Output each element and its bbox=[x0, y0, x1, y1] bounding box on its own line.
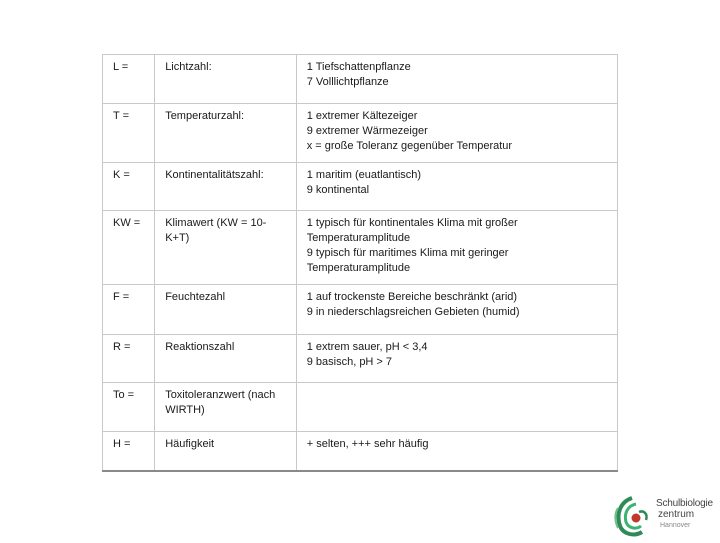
description-line: 1 extremer Kältezeiger bbox=[306, 110, 418, 122]
symbol-cell: H = bbox=[103, 432, 155, 471]
leaf-swirl-icon bbox=[612, 494, 654, 538]
symbol-cell: K = bbox=[103, 163, 155, 211]
table-row bbox=[103, 104, 618, 163]
table-row bbox=[103, 211, 618, 285]
schulbiologiezentrum-logo bbox=[612, 494, 720, 540]
description-line: 9 typisch für maritimes Klima mit geringer Temperaturamplitude bbox=[306, 247, 509, 274]
description-line: 9 kontinental bbox=[306, 184, 370, 196]
symbol-cell: L = bbox=[103, 55, 155, 104]
description-cell bbox=[296, 383, 617, 432]
description-line: 9 basisch, pH > 7 bbox=[306, 356, 393, 368]
name-cell: Feuchtezahl bbox=[155, 285, 297, 335]
table-row bbox=[103, 163, 618, 211]
description-line: 1 Tiefschattenpflanze bbox=[306, 61, 411, 73]
description-line: x = große Toleranz gegenüber Temperatur bbox=[306, 140, 513, 152]
symbol-cell: T = bbox=[103, 104, 155, 163]
symbol-cell: R = bbox=[103, 335, 155, 383]
description-cell bbox=[296, 335, 617, 383]
description-cell bbox=[296, 163, 617, 211]
description-line: 1 auf trockenste Bereiche beschränkt (arid) bbox=[306, 291, 518, 303]
name-cell: Häufigkeit bbox=[155, 432, 297, 471]
table-row bbox=[103, 335, 618, 383]
table-row bbox=[103, 55, 618, 104]
logo-text bbox=[656, 498, 713, 531]
logo-line: Hannover bbox=[660, 522, 691, 529]
symbol-cell: F = bbox=[103, 285, 155, 335]
name-cell: Temperaturzahl: bbox=[155, 104, 297, 163]
description-line: 1 maritim (euatlantisch) bbox=[306, 169, 422, 181]
description-line: 1 extrem sauer, pH < 3,4 bbox=[306, 341, 428, 353]
description-line: 9 extremer Wärmezeiger bbox=[306, 125, 428, 137]
table-row bbox=[103, 285, 618, 335]
name-cell: Kontinentalitätszahl: bbox=[155, 163, 297, 211]
logo-line: zentrum bbox=[658, 509, 695, 520]
description-cell bbox=[296, 55, 617, 104]
description-cell bbox=[296, 211, 617, 285]
name-cell: Lichtzahl: bbox=[155, 55, 297, 104]
table-row bbox=[103, 383, 618, 432]
description-line: + selten, +++ sehr häufig bbox=[306, 438, 429, 450]
description-cell bbox=[296, 432, 617, 471]
description-cell bbox=[296, 285, 617, 335]
description-line: 9 in niederschlagsreichen Gebieten (humid) bbox=[306, 306, 520, 318]
description-cell bbox=[296, 104, 617, 163]
indicator-table bbox=[102, 54, 618, 472]
name-cell: Toxitoleranzwert (nach WIRTH) bbox=[155, 383, 297, 432]
description-line: 7 Volllichtpflanze bbox=[306, 76, 389, 88]
name-cell: Klimawert (KW = 10-K+T) bbox=[155, 211, 297, 285]
description-line: 1 typisch für kontinentales Klima mit großer Temperaturamplitude bbox=[306, 217, 518, 244]
symbol-cell: To = bbox=[103, 383, 155, 432]
logo-line: Schulbiologie bbox=[656, 498, 713, 509]
name-cell: Reaktionszahl bbox=[155, 335, 297, 383]
table-row bbox=[103, 432, 618, 471]
symbol-cell: KW = bbox=[103, 211, 155, 285]
